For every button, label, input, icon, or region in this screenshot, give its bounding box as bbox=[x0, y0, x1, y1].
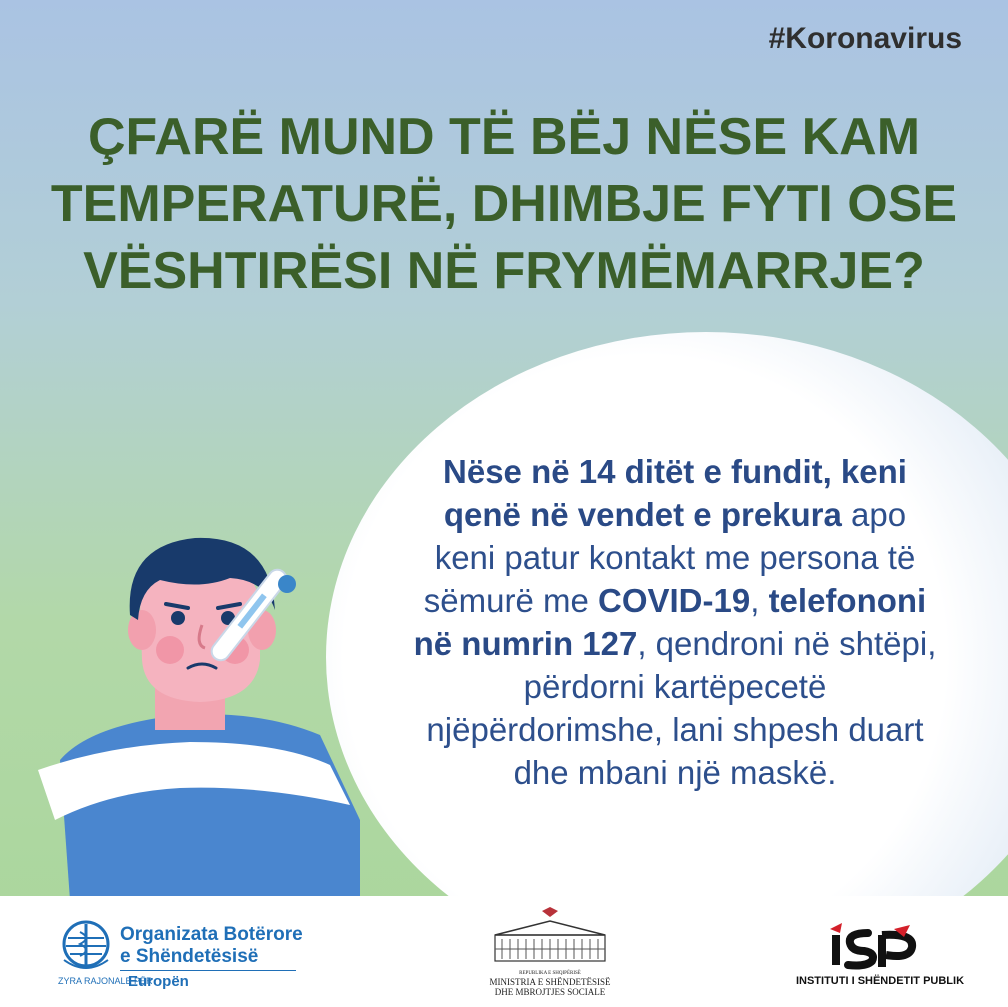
ministry-logo bbox=[480, 905, 620, 1005]
message-text-precautions: , qendroni në shtëpi, përdorni kartëpecetë njëpërdorimshe, lani shpesh duart dhe mbani një maskë. bbox=[426, 625, 937, 791]
ishp-logo-icon bbox=[790, 915, 970, 971]
hashtag: #Koronavirus bbox=[768, 22, 962, 55]
message-text-contact: apo keni patur kontakt me persona të sëmurë me bbox=[423, 496, 916, 619]
headline bbox=[20, 104, 988, 305]
message-separator: , bbox=[750, 582, 769, 619]
ministry-republic: REPUBLIKA E SHQIPËRISË bbox=[519, 971, 581, 976]
headline-line-2: TEMPERATURË, DHIMBJE FYTI OSE bbox=[50, 175, 958, 233]
message-bold-phone: telefononi në numrin 127 bbox=[413, 582, 927, 662]
ishp-logo bbox=[790, 915, 970, 995]
who-region: Europën bbox=[128, 973, 189, 990]
who-emblem-icon bbox=[58, 918, 114, 974]
who-name-line-1: Organizata Botërore bbox=[120, 924, 303, 945]
ishp-name: INSTITUTI I SHËNDETIT PUBLIK bbox=[795, 975, 965, 987]
sick-person-illustration bbox=[30, 520, 370, 900]
headline-line-3: VËSHTIRËSI NË FRYMËMARRJE? bbox=[83, 242, 925, 300]
message-bold-covid: COVID-19 bbox=[598, 582, 751, 619]
who-divider bbox=[120, 970, 296, 971]
who-name-line-2: e Shëndetësisë bbox=[120, 946, 259, 967]
ministry-building-icon bbox=[480, 905, 620, 965]
ministry-name-line-2: DHE MBROJTJES SOCIALE bbox=[494, 987, 606, 997]
advice-message bbox=[410, 450, 940, 794]
message-bold-travel: Nëse në 14 ditët e fundit, keni qenë në vendet e prekura bbox=[443, 453, 907, 533]
who-logo bbox=[58, 918, 303, 998]
headline-line-1: ÇFARË MUND TË BËJ NËSE KAM bbox=[87, 108, 921, 166]
who-regional-office: ZYRA RAJONALE PËR bbox=[58, 976, 153, 986]
ministry-name-line-1: MINISTRIA E SHËNDETËSISË bbox=[489, 977, 611, 987]
